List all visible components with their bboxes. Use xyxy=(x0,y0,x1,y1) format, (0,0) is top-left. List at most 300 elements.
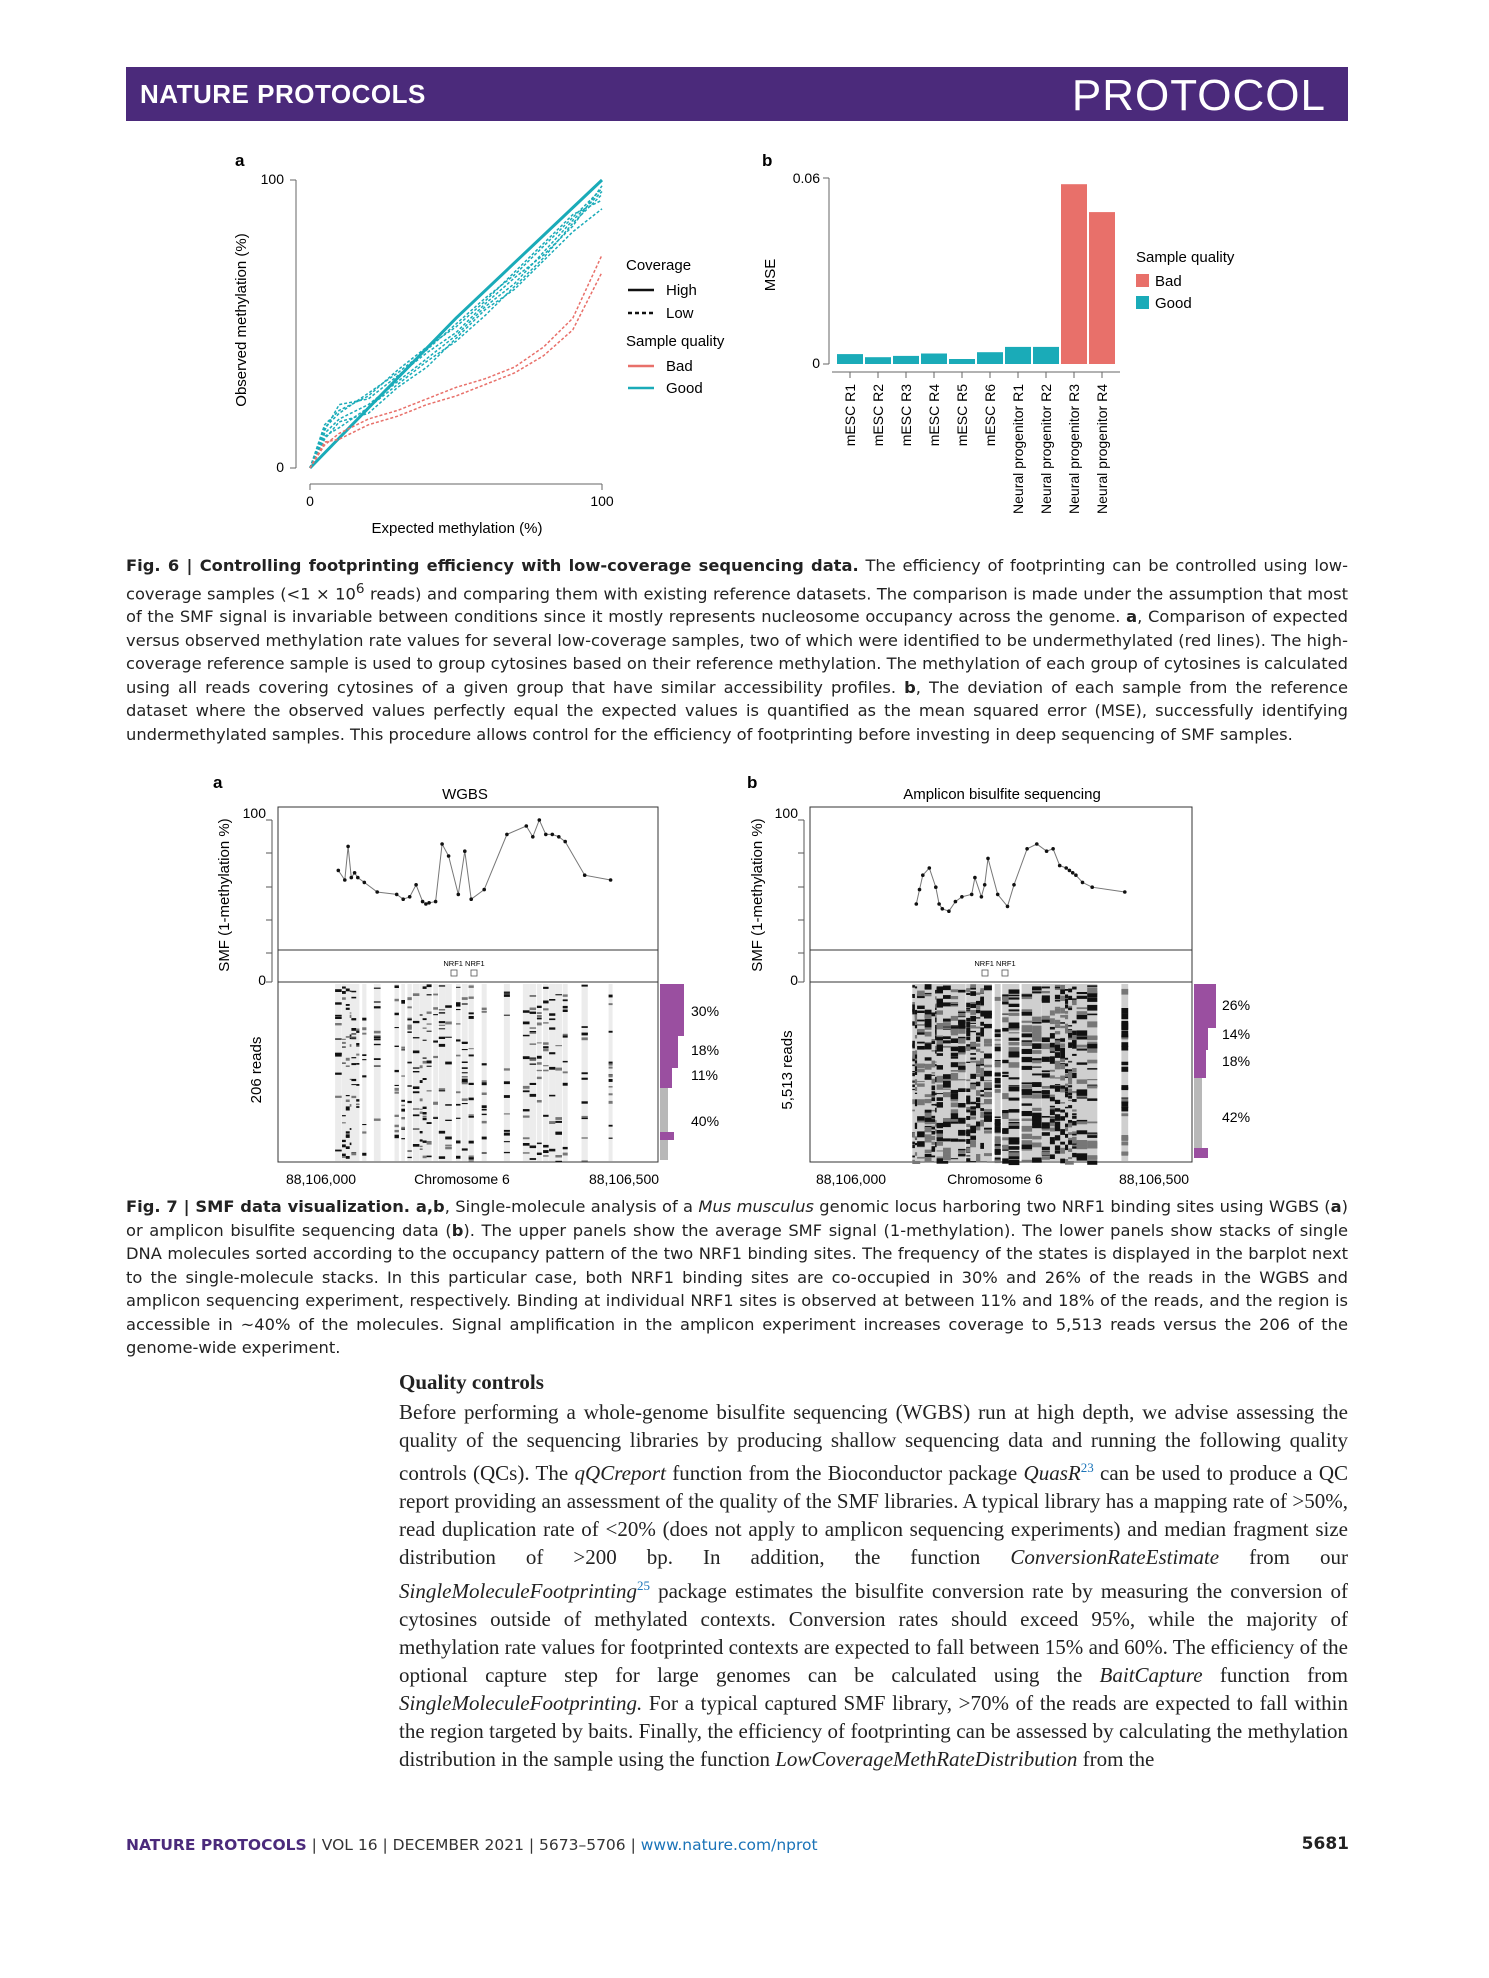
f7a-read-segment xyxy=(549,1027,555,1029)
f7a-read-segment xyxy=(395,1130,399,1132)
f7a-read-segment xyxy=(335,1073,342,1075)
f7a-state-block-4 xyxy=(660,1088,668,1160)
f7a-read-segment xyxy=(469,1016,474,1019)
f7a-read-segment xyxy=(504,994,510,997)
f7a-read-segment xyxy=(362,1075,366,1077)
f7b-read-segment xyxy=(1032,1136,1042,1140)
f7a-cpg-column xyxy=(543,984,549,1161)
fig7-caption xyxy=(126,1195,1348,1360)
f7a-read-segment xyxy=(563,1010,568,1013)
f7b-read-segment xyxy=(995,1029,1001,1032)
f7b-signal-point xyxy=(928,866,932,870)
f7b-read-segment xyxy=(1077,1145,1089,1150)
f7a-read-segment xyxy=(433,1056,438,1058)
f7a-read-segment xyxy=(537,1056,542,1059)
f7a-signal-point xyxy=(609,878,613,882)
f7a-read-segment xyxy=(439,1131,446,1134)
f7a-read-segment xyxy=(407,1085,411,1086)
f7a-cpg-column xyxy=(356,984,359,1161)
f7a-signal-point xyxy=(563,840,567,844)
fig6b-bar-3 xyxy=(893,356,919,364)
f7a-read-segment xyxy=(543,1155,549,1157)
f7a-signal-point xyxy=(401,897,405,901)
f7a-read-segment xyxy=(482,1114,487,1115)
f7a-read-segment xyxy=(413,1051,420,1054)
f7b-read-segment xyxy=(1009,1047,1020,1051)
fig7a-xtick-left: 88,106,000 xyxy=(285,1171,357,1187)
f7a-read-segment xyxy=(582,1026,588,1028)
f7b-read-segment xyxy=(1077,1157,1089,1161)
footer-url-link[interactable]: www.nature.com/nprot xyxy=(640,1836,818,1854)
f7b-read-segment xyxy=(1009,990,1020,994)
f7a-read-segment xyxy=(543,1049,549,1052)
f7b-read-segment xyxy=(995,1034,1001,1038)
f7a-signal-point xyxy=(583,873,587,877)
f7a-read-segment xyxy=(537,1070,542,1071)
f7a-read-segment xyxy=(356,1106,359,1108)
f7b-read-segment xyxy=(1022,1042,1033,1046)
f7a-read-segment xyxy=(413,1037,420,1038)
fig6-caption-a: a xyxy=(1126,607,1138,627)
f7a-read-segment xyxy=(462,1003,468,1004)
f7a-cpg-column xyxy=(413,984,420,1161)
f7a-read-segment xyxy=(374,1066,381,1067)
f7a-read-segment xyxy=(407,1031,411,1033)
f7b-signal-point xyxy=(954,900,958,904)
f7b-read-segment xyxy=(1022,1066,1033,1070)
f7b-signal-point xyxy=(1071,871,1075,875)
f7a-cpg-column xyxy=(407,984,411,1161)
body-text-1: Before performing a whole-genome bisulfite sequencing (WGBS) run at high depth, we advise assessing the quality of the sequencing libraries by producing shallow sequencing data and running the following quality controls (QCs). The xyxy=(399,1400,1348,1486)
f7a-signal-point xyxy=(457,893,461,897)
f7b-signal-point xyxy=(941,907,945,911)
f7b-read-segment xyxy=(1022,1012,1033,1016)
f7b-read-segment xyxy=(1121,1031,1128,1033)
f7a-signal-point xyxy=(424,902,428,906)
f7b-read-segment xyxy=(1032,1091,1042,1094)
f7a-cpg-column xyxy=(537,984,542,1161)
f7a-read-segment xyxy=(563,994,568,996)
f7a-read-segment xyxy=(462,1098,468,1101)
f7a-read-segment xyxy=(395,1070,399,1072)
f7a-read-segment xyxy=(582,1101,588,1103)
page-footer xyxy=(126,1836,818,1854)
f7a-read-segment xyxy=(433,1014,438,1015)
f7a-read-segment xyxy=(582,1160,588,1161)
fig6-panel-b xyxy=(762,151,1235,514)
f7a-read-segment xyxy=(530,1064,537,1065)
f7b-read-segment xyxy=(984,1093,992,1098)
f7b-read-segment xyxy=(1121,1106,1128,1111)
f7a-read-segment xyxy=(407,1006,411,1008)
f7a-read-segment xyxy=(530,1094,537,1097)
f7a-read-segment xyxy=(395,999,399,1002)
f7b-read-segment xyxy=(958,1011,966,1016)
f7a-read-segment xyxy=(504,1113,510,1114)
f7b-read-segment xyxy=(1077,1122,1089,1125)
f7a-read-segment xyxy=(401,1109,405,1112)
f7a-read-segment xyxy=(456,1023,461,1024)
f7b-read-segment xyxy=(1077,1015,1089,1020)
f7b-read-segment xyxy=(1032,1026,1042,1029)
f7a-signal-point xyxy=(395,893,399,897)
f7a-read-segment xyxy=(427,1143,432,1145)
f7b-read-segment xyxy=(1077,1036,1089,1039)
f7a-read-segment xyxy=(530,995,537,997)
fig7b-ytick-100: 100 xyxy=(774,805,798,821)
f7b-read-segment xyxy=(1077,996,1089,999)
f7a-read-segment xyxy=(395,1046,399,1047)
f7b-read-segment xyxy=(1087,1068,1097,1070)
f7b-signal-point xyxy=(1090,885,1094,889)
f7a-read-segment xyxy=(439,985,446,986)
f7b-read-segment xyxy=(995,1139,1001,1145)
f7a-read-segment xyxy=(445,1147,452,1150)
f7a-read-segment xyxy=(555,1155,562,1158)
f7a-read-segment xyxy=(523,1035,530,1037)
f7a-signal-point xyxy=(353,871,357,875)
f7a-read-segment xyxy=(356,1043,359,1046)
fig6a-legend-bad: Bad xyxy=(666,358,693,375)
fig7-panel-b xyxy=(747,773,1250,1187)
f7a-read-segment xyxy=(555,1117,562,1120)
f7a-read-segment xyxy=(427,1012,432,1014)
function-conversionrateestimate: ConversionRateEstimate xyxy=(1010,1545,1220,1570)
f7b-signal-point xyxy=(947,909,951,913)
f7a-read-segment xyxy=(563,1147,568,1149)
f7b-read-segment xyxy=(1022,1094,1033,1098)
f7a-read-segment xyxy=(456,1009,461,1010)
function-baitcapture: BaitCapture xyxy=(1099,1662,1203,1687)
page-number: 5681 xyxy=(1301,1834,1349,1854)
f7a-read-segment xyxy=(395,985,399,988)
f7b-read-segment xyxy=(1009,995,1020,996)
f7b-read-segment xyxy=(995,1117,1001,1119)
f7a-read-segment xyxy=(439,1012,446,1013)
fig6a-legend-good: Good xyxy=(666,380,703,397)
f7b-signal-point xyxy=(1006,905,1010,909)
f7a-read-segment xyxy=(362,1027,366,1030)
f7b-read-segment xyxy=(1087,1044,1097,1049)
f7a-signal-point xyxy=(408,895,412,899)
fig6a-xlabel: Expected methylation (%) xyxy=(371,520,543,537)
fig6b-xtick-4: mESC R4 xyxy=(926,384,942,447)
f7a-read-segment xyxy=(439,1021,446,1023)
f7b-read-segment xyxy=(1032,1037,1042,1041)
f7b-read-segment xyxy=(958,1088,966,1092)
body-text-7: For a typical captured SMF library, >70% of the reads are expected to fall within the region targeted by baits. Finally, the efficiency of footprinting can be assessed by calculating the methylation distribution in the sample using the function xyxy=(399,1690,1348,1772)
f7a-read-segment xyxy=(413,1128,420,1130)
f7b-read-segment xyxy=(1009,1119,1020,1121)
f7b-signal-point xyxy=(1045,849,1049,853)
figure-6 xyxy=(0,0,1489,560)
body-text-3: can be used to produce a QC report providing an assessment of the quality of the SMF libraries. A typical library has a mapping rate of >50%, read duplication rate of <20% (does not apply to amplicon sequencing experiments) and median fragment size distribution of >200 bp. In addition, the function xyxy=(399,1461,1348,1570)
f7b-read-segment xyxy=(1009,1042,1020,1045)
f7a-read-segment xyxy=(549,999,555,1001)
f7b-read-segment xyxy=(1009,1141,1020,1144)
f7b-read-segment xyxy=(958,1150,966,1153)
f7a-read-segment xyxy=(482,1082,487,1085)
f7b-read-segment xyxy=(995,1047,1001,1052)
f7a-read-segment xyxy=(482,1093,487,1096)
f7a-read-segment xyxy=(530,1031,537,1032)
f7a-read-segment xyxy=(335,1038,342,1039)
body-text-2: function from the Bioconductor package xyxy=(665,1461,1024,1486)
f7b-read-segment xyxy=(1009,1004,1020,1007)
f7a-read-segment xyxy=(407,1101,411,1103)
f7b-read-segment xyxy=(984,1071,992,1077)
f7a-read-segment xyxy=(346,1036,351,1038)
f7b-read-segment xyxy=(1032,1050,1042,1054)
package-quasr: QuasR xyxy=(1023,1461,1081,1486)
fig6a-xtick-100: 100 xyxy=(590,493,614,509)
f7a-read-segment xyxy=(504,1095,510,1098)
f7b-read-segment xyxy=(1022,1049,1033,1054)
f7b-read-segment xyxy=(1009,1160,1020,1166)
f7b-read-segment xyxy=(984,1131,992,1134)
f7a-read-segment xyxy=(537,1018,542,1020)
f7a-read-segment xyxy=(346,989,351,992)
f7b-read-segment xyxy=(1022,1057,1033,1062)
f7a-signal-point xyxy=(363,881,367,885)
f7a-read-segment xyxy=(356,1046,359,1048)
f7a-cpg-column xyxy=(401,984,405,1161)
f7a-read-segment xyxy=(407,1157,411,1158)
f7a-read-segment xyxy=(582,985,588,987)
fig7b-ytick-0: 0 xyxy=(790,972,798,988)
f7b-read-segment xyxy=(1009,1152,1020,1156)
fig7a-title: WGBS xyxy=(442,786,488,803)
fig6a-series-4 xyxy=(310,209,602,468)
f7a-read-segment xyxy=(549,1095,555,1097)
fig6-panel-a xyxy=(233,151,725,537)
f7a-read-segment xyxy=(346,1106,351,1108)
f7a-read-segment xyxy=(609,1003,613,1005)
f7a-read-segment xyxy=(413,1086,420,1089)
f7b-read-segment xyxy=(958,1066,966,1070)
f7a-read-segment xyxy=(543,1042,549,1044)
f7b-read-segment xyxy=(1009,1085,1020,1087)
f7b-read-segment xyxy=(958,1118,966,1124)
f7a-read-segment xyxy=(433,994,438,996)
fig7b-xlabel: Chromosome 6 xyxy=(947,1171,1043,1187)
f7a-cpg-column xyxy=(482,984,487,1161)
f7a-read-segment xyxy=(523,1109,530,1111)
fig7-caption-part1: , Single-molecule analysis of a xyxy=(444,1197,699,1216)
f7a-read-segment xyxy=(407,1025,411,1028)
fig6-caption-title: Fig. 6 | Controlling footprinting efficiency with low-coverage sequencing data. xyxy=(126,556,859,575)
f7a-read-segment xyxy=(362,1033,366,1035)
f7b-signal-point xyxy=(1068,869,1072,873)
fig6-caption-b: b xyxy=(904,677,916,697)
f7a-state-block-1 xyxy=(660,984,684,1036)
f7a-read-segment xyxy=(543,1115,549,1117)
body-text-8: from the xyxy=(1077,1747,1155,1772)
f7a-read-segment xyxy=(504,1068,510,1070)
f7b-signal-point xyxy=(1025,847,1029,851)
f7a-read-segment xyxy=(335,1150,342,1152)
fig7b-state-pct-3: 18% xyxy=(1222,1053,1251,1069)
fig7-caption-a: a xyxy=(1330,1197,1342,1216)
f7b-read-segment xyxy=(1121,1142,1128,1146)
f7a-read-segment xyxy=(582,1072,588,1074)
f7b-state-block-3 xyxy=(1194,1050,1206,1078)
f7a-read-segment xyxy=(445,1145,452,1147)
fig6b-xtick-10: Neural progenitor R4 xyxy=(1094,384,1110,514)
fig6-caption-part3: , Comparison of expected versus observed methylation rate values for several low-coverage samples, two of which were identified to be undermethylated (red lines). The high-coverage reference sample is used to group cytosines based on their reference methylation. The methylation of each group of cytosines is calculated using all reads covering cytosines of a given group that have similar accessibility profiles. xyxy=(126,607,1349,697)
f7b-read-segment xyxy=(1121,1113,1128,1116)
f7b-read-segment xyxy=(1009,1151,1020,1152)
f7a-read-segment xyxy=(356,1030,359,1033)
f7a-read-segment xyxy=(530,1012,537,1014)
f7a-read-segment xyxy=(395,1088,399,1091)
f7a-signal-point xyxy=(463,849,467,853)
f7a-read-segment xyxy=(413,1144,420,1147)
fig7b-motif-labels: NRF1 NRF1 xyxy=(974,959,1016,968)
f7a-read-segment xyxy=(543,1001,549,1004)
f7a-read-segment xyxy=(456,1055,461,1057)
f7a-read-segment xyxy=(462,1049,468,1050)
f7b-read-segment xyxy=(984,1088,992,1090)
f7b-cpg-column xyxy=(1032,984,1042,1161)
f7a-read-segment xyxy=(582,1078,588,1080)
f7a-read-segment xyxy=(362,1018,366,1021)
f7a-read-segment xyxy=(439,1088,446,1090)
f7b-signal-point xyxy=(1081,881,1085,885)
f7a-read-segment xyxy=(374,1036,381,1038)
f7b-read-segment xyxy=(1087,1146,1097,1148)
f7a-read-segment xyxy=(555,1121,562,1123)
f7a-signal-point xyxy=(427,901,431,905)
f7a-read-segment xyxy=(427,1141,432,1143)
f7b-state-block-2 xyxy=(1194,1028,1208,1050)
f7a-read-segment xyxy=(401,1047,405,1049)
fig6a-ylabel: Observed methylation (%) xyxy=(233,233,250,407)
f7a-read-segment xyxy=(445,1037,452,1038)
f7b-read-segment xyxy=(984,1039,992,1044)
fig6b-bar-6 xyxy=(977,352,1003,364)
fig7-caption-part4: ). The upper panels show the average SMF signal (1-methylation). The lower panels show stacks of single DNA molecules sorted according to the occupancy pattern of the two NRF1 binding sites. The frequency of the states is displayed in the barplot next to the single-molecule stacks. In this particular case, both NRF1 binding sites are co-occupied in 30% and 26% of the reads in the WGBS and amplicon sequencing experiment, respectively. Binding at individual NRF1 sites is observed at between 11% and 18% of the reads, and the region is accessible in ~40% of the molecules. Signal amplification in the amplicon experiment increases coverage to 5,513 reads versus the 206 of the genome-wide experiment. xyxy=(126,1220,1348,1357)
f7b-signal-point xyxy=(915,902,919,906)
f7b-read-segment xyxy=(1077,1011,1089,1015)
f7a-read-segment xyxy=(346,1095,351,1096)
f7a-read-segment xyxy=(346,1146,351,1149)
f7a-read-segment xyxy=(504,1141,510,1142)
fig7b-yaxis xyxy=(798,820,804,982)
f7a-cpg-column xyxy=(439,984,446,1161)
f7b-read-segment xyxy=(1087,998,1097,1002)
fig6a-legend-low: Low xyxy=(666,305,694,322)
f7a-read-segment xyxy=(609,1067,613,1069)
f7b-read-segment xyxy=(958,1149,966,1150)
fig6a-legend-coverage-title: Coverage xyxy=(626,257,692,274)
f7b-read-segment xyxy=(984,1099,992,1104)
f7b-read-segment xyxy=(1087,1086,1097,1089)
fig6b-bars xyxy=(837,184,1115,364)
f7a-read-segment xyxy=(530,1032,537,1034)
reference-25[interactable]: 25 xyxy=(636,1577,650,1593)
fig6-caption-part1: The efficiency of footprinting can be controlled using low-coverage samples (<1 × 10 xyxy=(126,556,1348,603)
f7a-cpg-column xyxy=(445,984,452,1161)
f7a-cpg-column xyxy=(335,984,342,1161)
f7a-read-segment xyxy=(401,1127,405,1129)
f7a-read-segment xyxy=(356,1054,359,1056)
f7a-read-segment xyxy=(504,1081,510,1084)
f7b-read-segment xyxy=(1087,1060,1097,1064)
f7a-read-segment xyxy=(346,1008,351,1010)
fig7a-ytick-100: 100 xyxy=(242,805,266,821)
f7a-read-segment xyxy=(563,1034,568,1036)
f7a-read-segment xyxy=(433,1117,438,1119)
f7a-read-segment xyxy=(537,1012,542,1014)
fig7a-state-pct-1: 30% xyxy=(691,1003,720,1019)
f7b-read-segment xyxy=(1087,1079,1097,1080)
fig6a-ytick-100: 100 xyxy=(260,171,284,187)
f7a-read-segment xyxy=(362,1153,366,1156)
f7a-read-segment xyxy=(374,1058,381,1060)
f7a-read-segment xyxy=(523,1143,530,1146)
f7b-read-segment xyxy=(1022,1160,1033,1162)
f7b-signal-point xyxy=(937,902,941,906)
f7a-read-segment xyxy=(401,1105,405,1107)
fig6b-bar-9 xyxy=(1061,184,1087,364)
fig6b-xtick-7: Neural progenitor R1 xyxy=(1010,384,1026,514)
f7a-read-segment xyxy=(609,1074,613,1077)
f7b-read-segment xyxy=(984,985,992,990)
f7a-read-segment xyxy=(362,1124,366,1125)
f7b-read-segment xyxy=(1121,1021,1128,1026)
f7b-signal-point xyxy=(986,857,990,861)
fig7a-state-pct-4: 40% xyxy=(691,1113,720,1129)
f7a-read-segment xyxy=(374,1031,381,1034)
f7a-read-segment xyxy=(439,1028,446,1029)
fig7b-ylabel: SMF (1-methylation %) xyxy=(749,818,766,972)
f7b-read-segment xyxy=(995,1040,1001,1041)
f7b-signal-point xyxy=(960,895,964,899)
f7a-signal-point xyxy=(525,824,529,828)
fig6b-xtick-6: mESC R6 xyxy=(982,384,998,447)
f7b-read-segment xyxy=(1032,1029,1042,1034)
f7b-read-segment xyxy=(984,1109,992,1112)
fig7b-state-barplot xyxy=(1194,984,1216,1158)
fig6b-legend-bad: Bad xyxy=(1155,273,1182,290)
f7a-read-segment xyxy=(427,994,432,995)
f7a-read-segment xyxy=(530,1083,537,1085)
fig7b-molecule-stack xyxy=(912,984,1128,1165)
f7a-read-segment xyxy=(462,1103,468,1104)
f7b-read-segment xyxy=(1121,989,1128,991)
fig6b-bar-2 xyxy=(865,357,891,364)
f7b-read-segment xyxy=(995,1090,1001,1093)
fig7b-label: b xyxy=(747,773,758,792)
fig7a-label: a xyxy=(213,773,223,792)
f7b-signal-point xyxy=(970,893,974,897)
f7b-read-segment xyxy=(1077,1007,1089,1009)
f7a-read-segment xyxy=(563,1035,568,1037)
f7a-read-segment xyxy=(530,1027,537,1029)
f7b-read-segment xyxy=(1087,1156,1097,1160)
f7b-read-segment xyxy=(1032,1094,1042,1099)
f7a-read-segment xyxy=(445,1062,452,1064)
f7a-read-segment xyxy=(462,1076,468,1078)
fig6b-legend-title: Sample quality xyxy=(1136,249,1235,266)
f7a-signal-point xyxy=(469,897,473,901)
f7b-read-segment xyxy=(1087,1134,1097,1136)
reference-23[interactable]: 23 xyxy=(1080,1460,1094,1476)
f7a-read-segment xyxy=(456,1091,461,1093)
fig6b-xlabels xyxy=(842,384,1110,514)
f7a-read-segment xyxy=(427,1156,432,1158)
